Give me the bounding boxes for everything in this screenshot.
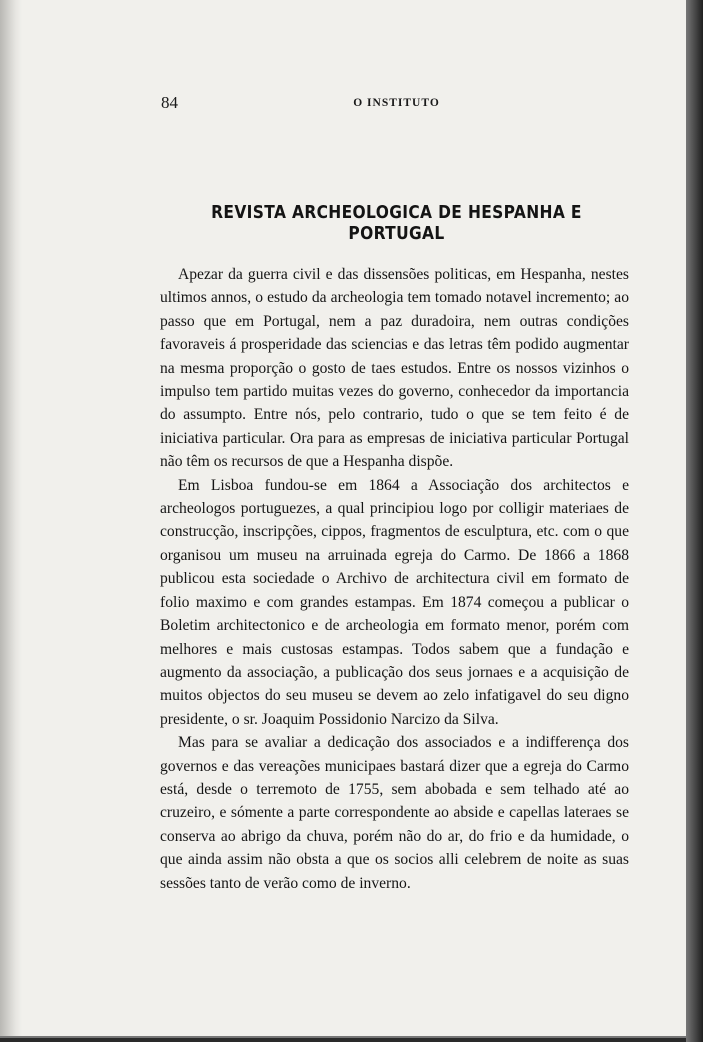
running-head: O INSTITUTO <box>353 97 440 109</box>
article-body <box>160 263 629 895</box>
paragraph: Apezar da guerra civil e das dissensões politicas, em Hespanha, nestes ultimos annos, o estudo da archeologia tem tomado notavel incremento; ao passo que em Portugal, nem a paz duradoira, nem outras condições favoraveis á prosperidade das sciencias e das letras têm podido augmentar na mesma proporção o gosto de taes estudos. Entre os nossos vizinhos o impulso tem partido muitas vezes do governo, conhecedor da importancia do assumpto. Entre nós, pelo contrario, tudo o que se tem feito é de iniciativa particular. Ora para as empresas de iniciativa particular Portugal não têm os recursos de que a Hespanha dispõe. <box>160 266 629 471</box>
book-gutter <box>686 0 703 1042</box>
page-edge-shadow <box>0 0 22 1036</box>
paragraph: Em Lisboa fundou-se em 1864 a Associação dos architectos e archeologos portuguezes, a qual principiou logo por colligir materiaes de construcção, inscripções, cippos, fragmentos de esculptura, etc. com o que organisou um museu na arruinada egreja do Carmo. De 1866 a 1868 publicou esta sociedade o Archivo de architectura civil em formato de folio maximo e com grandes estampas. Em 1874 começou a publicar o Boletim architectonico e de archeologia em formato menor, porém com melhores e mais custosas estampas. Todos sabem que a fundação e augmento da associação, a publicação dos seus jornaes e a acquisição de muitos objectos do seu museu se devem ao zelo infatigavel do seu digno presidente, o sr. Joaquim Possidonio Narcizo da Silva. <box>160 476 629 728</box>
page-number: 84 <box>161 93 178 112</box>
article-title: REVISTA ARCHEOLOGICA DE HESPANHA E PORTUGAL <box>211 202 582 244</box>
page-header <box>161 93 632 117</box>
paragraph: Mas para se avaliar a dedicação dos associados e a indifferença dos governos e das vereações municipaes bastará dizer que a egreja do Carmo está, desde o terremoto de 1755, sem abobada e sem telhado até ao cruzeiro, e sómente a parte correspondente ao abside e capellas lateraes se conserva ao abrigo da chuva, porém não do ar, do frio e da humidade, o que ainda assim não obsta a que os socios alli celebrem de noite as suas sessões tanto de verão como de inverno. <box>160 734 629 892</box>
